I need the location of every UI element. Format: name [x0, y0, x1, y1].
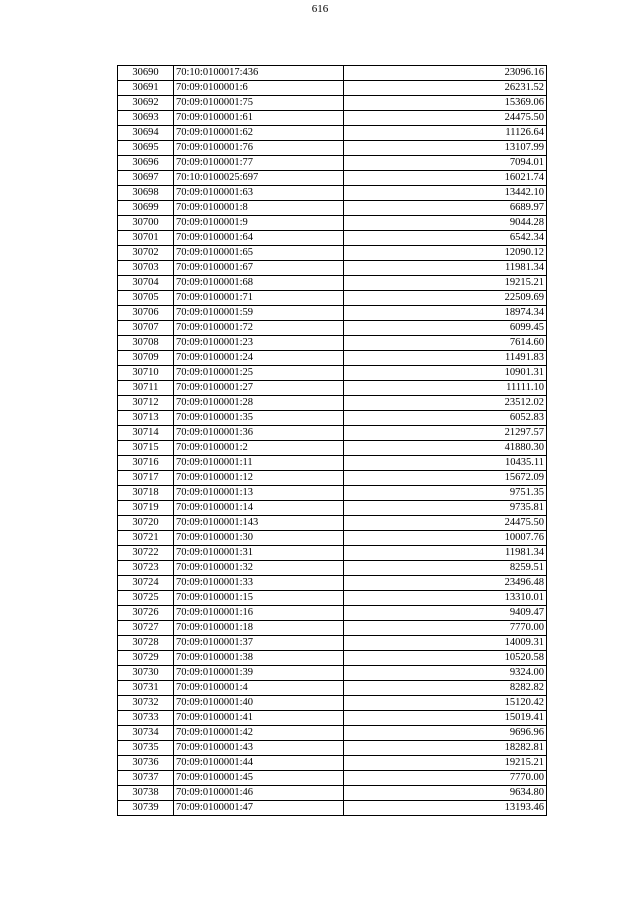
value-cell: 10901.31	[344, 366, 547, 381]
table-row	[118, 411, 547, 426]
value-cell: 22509.69	[344, 291, 547, 306]
table-row	[118, 531, 547, 546]
cadastral-number-cell: 70:09:0100001:42	[174, 726, 344, 741]
value-cell: 12090.12	[344, 246, 547, 261]
table-row	[118, 786, 547, 801]
cadastral-number-cell: 70:09:0100001:62	[174, 126, 344, 141]
table-row	[118, 381, 547, 396]
value-cell: 24475.50	[344, 516, 547, 531]
row-number-cell: 30736	[118, 756, 174, 771]
row-number-cell: 30701	[118, 231, 174, 246]
value-cell: 13310.01	[344, 591, 547, 606]
table-row	[118, 651, 547, 666]
row-number-cell: 30708	[118, 336, 174, 351]
value-cell: 11111.10	[344, 381, 547, 396]
row-number-cell: 30713	[118, 411, 174, 426]
cadastral-number-cell: 70:09:0100001:43	[174, 741, 344, 756]
row-number-cell: 30733	[118, 711, 174, 726]
cadastral-number-cell: 70:09:0100001:68	[174, 276, 344, 291]
row-number-cell: 30698	[118, 186, 174, 201]
cadastral-number-cell: 70:09:0100001:61	[174, 111, 344, 126]
table-row	[118, 666, 547, 681]
value-cell: 6099.45	[344, 321, 547, 336]
table-row	[118, 321, 547, 336]
table-row	[118, 621, 547, 636]
cadastral-number-cell: 70:09:0100001:9	[174, 216, 344, 231]
table-row	[118, 756, 547, 771]
value-cell: 7770.00	[344, 621, 547, 636]
table-row	[118, 741, 547, 756]
cadastral-number-cell: 70:09:0100001:25	[174, 366, 344, 381]
table-row	[118, 366, 547, 381]
value-cell: 18974.34	[344, 306, 547, 321]
value-cell: 8282.82	[344, 681, 547, 696]
value-cell: 13107.99	[344, 141, 547, 156]
cadastral-number-cell: 70:09:0100001:39	[174, 666, 344, 681]
cadastral-number-cell: 70:09:0100001:75	[174, 96, 344, 111]
row-number-cell: 30692	[118, 96, 174, 111]
value-cell: 15672.09	[344, 471, 547, 486]
cadastral-number-cell: 70:09:0100001:11	[174, 456, 344, 471]
cadastral-number-cell: 70:09:0100001:77	[174, 156, 344, 171]
table-row	[118, 141, 547, 156]
cadastral-number-cell: 70:09:0100001:32	[174, 561, 344, 576]
table-row	[118, 81, 547, 96]
cadastral-number-cell: 70:09:0100001:143	[174, 516, 344, 531]
table-row	[118, 201, 547, 216]
row-number-cell: 30739	[118, 801, 174, 816]
table-row	[118, 306, 547, 321]
cadastral-number-cell: 70:10:0100017:436	[174, 66, 344, 81]
table-row	[118, 636, 547, 651]
registry-table	[117, 65, 547, 816]
table-row	[118, 441, 547, 456]
table-row	[118, 231, 547, 246]
row-number-cell: 30706	[118, 306, 174, 321]
table-row	[118, 426, 547, 441]
table-row	[118, 261, 547, 276]
table-row	[118, 576, 547, 591]
value-cell: 10520.58	[344, 651, 547, 666]
table-row	[118, 696, 547, 711]
row-number-cell: 30705	[118, 291, 174, 306]
row-number-cell: 30711	[118, 381, 174, 396]
row-number-cell: 30723	[118, 561, 174, 576]
cadastral-number-cell: 70:09:0100001:18	[174, 621, 344, 636]
row-number-cell: 30730	[118, 666, 174, 681]
cadastral-number-cell: 70:09:0100001:15	[174, 591, 344, 606]
value-cell: 23096.16	[344, 66, 547, 81]
cadastral-number-cell: 70:09:0100001:6	[174, 81, 344, 96]
table-row	[118, 111, 547, 126]
row-number-cell: 30697	[118, 171, 174, 186]
row-number-cell: 30691	[118, 81, 174, 96]
cadastral-number-cell: 70:09:0100001:14	[174, 501, 344, 516]
value-cell: 7770.00	[344, 771, 547, 786]
value-cell: 9044.28	[344, 216, 547, 231]
cadastral-number-cell: 70:09:0100001:67	[174, 261, 344, 276]
row-number-cell: 30696	[118, 156, 174, 171]
cadastral-number-cell: 70:09:0100001:59	[174, 306, 344, 321]
cadastral-number-cell: 70:09:0100001:44	[174, 756, 344, 771]
value-cell: 6052.83	[344, 411, 547, 426]
table-row	[118, 726, 547, 741]
cadastral-number-cell: 70:09:0100001:38	[174, 651, 344, 666]
row-number-cell: 30717	[118, 471, 174, 486]
row-number-cell: 30695	[118, 141, 174, 156]
value-cell: 10435.11	[344, 456, 547, 471]
row-number-cell: 30720	[118, 516, 174, 531]
table-row	[118, 216, 547, 231]
table-row	[118, 66, 547, 81]
value-cell: 26231.52	[344, 81, 547, 96]
cadastral-number-cell: 70:09:0100001:37	[174, 636, 344, 651]
cadastral-number-cell: 70:09:0100001:24	[174, 351, 344, 366]
cadastral-number-cell: 70:09:0100001:8	[174, 201, 344, 216]
table-row	[118, 156, 547, 171]
value-cell: 13193.46	[344, 801, 547, 816]
value-cell: 21297.57	[344, 426, 547, 441]
row-number-cell: 30704	[118, 276, 174, 291]
row-number-cell: 30715	[118, 441, 174, 456]
row-number-cell: 30724	[118, 576, 174, 591]
table-row	[118, 186, 547, 201]
row-number-cell: 30694	[118, 126, 174, 141]
table-row	[118, 516, 547, 531]
cadastral-number-cell: 70:09:0100001:36	[174, 426, 344, 441]
row-number-cell: 30707	[118, 321, 174, 336]
value-cell: 23496.48	[344, 576, 547, 591]
value-cell: 13442.10	[344, 186, 547, 201]
row-number-cell: 30714	[118, 426, 174, 441]
cadastral-number-cell: 70:09:0100001:46	[174, 786, 344, 801]
cadastral-number-cell: 70:09:0100001:30	[174, 531, 344, 546]
value-cell: 15019.41	[344, 711, 547, 726]
value-cell: 6689.97	[344, 201, 547, 216]
row-number-cell: 30718	[118, 486, 174, 501]
value-cell: 16021.74	[344, 171, 547, 186]
table-row	[118, 351, 547, 366]
cadastral-number-cell: 70:09:0100001:31	[174, 546, 344, 561]
row-number-cell: 30716	[118, 456, 174, 471]
cadastral-number-cell: 70:09:0100001:13	[174, 486, 344, 501]
cadastral-number-cell: 70:09:0100001:65	[174, 246, 344, 261]
row-number-cell: 30721	[118, 531, 174, 546]
table-row	[118, 501, 547, 516]
value-cell: 11491.83	[344, 351, 547, 366]
row-number-cell: 30699	[118, 201, 174, 216]
table-row	[118, 591, 547, 606]
row-number-cell: 30731	[118, 681, 174, 696]
table-row	[118, 486, 547, 501]
value-cell: 10007.76	[344, 531, 547, 546]
value-cell: 6542.34	[344, 231, 547, 246]
cadastral-number-cell: 70:09:0100001:12	[174, 471, 344, 486]
table-row	[118, 681, 547, 696]
cadastral-number-cell: 70:09:0100001:2	[174, 441, 344, 456]
cadastral-number-cell: 70:10:0100025:697	[174, 171, 344, 186]
table-row	[118, 396, 547, 411]
cadastral-number-cell: 70:09:0100001:28	[174, 396, 344, 411]
table-row	[118, 171, 547, 186]
value-cell: 9324.00	[344, 666, 547, 681]
table-row	[118, 336, 547, 351]
row-number-cell: 30719	[118, 501, 174, 516]
row-number-cell: 30690	[118, 66, 174, 81]
cadastral-number-cell: 70:09:0100001:23	[174, 336, 344, 351]
row-number-cell: 30738	[118, 786, 174, 801]
value-cell: 24475.50	[344, 111, 547, 126]
value-cell: 18282.81	[344, 741, 547, 756]
table-row	[118, 276, 547, 291]
value-cell: 11981.34	[344, 546, 547, 561]
row-number-cell: 30722	[118, 546, 174, 561]
table-row	[118, 471, 547, 486]
row-number-cell: 30727	[118, 621, 174, 636]
value-cell: 9696.96	[344, 726, 547, 741]
value-cell: 11981.34	[344, 261, 547, 276]
value-cell: 19215.21	[344, 276, 547, 291]
value-cell: 23512.02	[344, 396, 547, 411]
table-row	[118, 606, 547, 621]
cadastral-number-cell: 70:09:0100001:76	[174, 141, 344, 156]
registry-table-body	[118, 66, 547, 816]
value-cell: 15120.42	[344, 696, 547, 711]
table-row	[118, 126, 547, 141]
value-cell: 9409.47	[344, 606, 547, 621]
row-number-cell: 30729	[118, 651, 174, 666]
row-number-cell: 30734	[118, 726, 174, 741]
cadastral-number-cell: 70:09:0100001:41	[174, 711, 344, 726]
table-row	[118, 801, 547, 816]
row-number-cell: 30735	[118, 741, 174, 756]
value-cell: 9751.35	[344, 486, 547, 501]
value-cell: 9634.80	[344, 786, 547, 801]
row-number-cell: 30710	[118, 366, 174, 381]
table-row	[118, 456, 547, 471]
cadastral-number-cell: 70:09:0100001:45	[174, 771, 344, 786]
value-cell: 8259.51	[344, 561, 547, 576]
value-cell: 19215.21	[344, 756, 547, 771]
table-row	[118, 546, 547, 561]
page-number: 616	[311, 3, 329, 15]
value-cell: 7614.60	[344, 336, 547, 351]
table-row	[118, 96, 547, 111]
row-number-cell: 30703	[118, 261, 174, 276]
value-cell: 41880.30	[344, 441, 547, 456]
table-row	[118, 561, 547, 576]
row-number-cell: 30726	[118, 606, 174, 621]
value-cell: 15369.06	[344, 96, 547, 111]
cadastral-number-cell: 70:09:0100001:35	[174, 411, 344, 426]
table-row	[118, 291, 547, 306]
table-row	[118, 771, 547, 786]
row-number-cell: 30728	[118, 636, 174, 651]
cadastral-number-cell: 70:09:0100001:64	[174, 231, 344, 246]
table-row	[118, 711, 547, 726]
cadastral-number-cell: 70:09:0100001:63	[174, 186, 344, 201]
value-cell: 9735.81	[344, 501, 547, 516]
cadastral-number-cell: 70:09:0100001:4	[174, 681, 344, 696]
value-cell: 7094.01	[344, 156, 547, 171]
row-number-cell: 30737	[118, 771, 174, 786]
cadastral-number-cell: 70:09:0100001:33	[174, 576, 344, 591]
value-cell: 14009.31	[344, 636, 547, 651]
cadastral-number-cell: 70:09:0100001:40	[174, 696, 344, 711]
cadastral-number-cell: 70:09:0100001:71	[174, 291, 344, 306]
row-number-cell: 30693	[118, 111, 174, 126]
row-number-cell: 30712	[118, 396, 174, 411]
row-number-cell: 30702	[118, 246, 174, 261]
table-row	[118, 246, 547, 261]
cadastral-number-cell: 70:09:0100001:27	[174, 381, 344, 396]
cadastral-number-cell: 70:09:0100001:72	[174, 321, 344, 336]
row-number-cell: 30732	[118, 696, 174, 711]
cadastral-number-cell: 70:09:0100001:47	[174, 801, 344, 816]
cadastral-number-cell: 70:09:0100001:16	[174, 606, 344, 621]
value-cell: 11126.64	[344, 126, 547, 141]
row-number-cell: 30725	[118, 591, 174, 606]
row-number-cell: 30700	[118, 216, 174, 231]
row-number-cell: 30709	[118, 351, 174, 366]
